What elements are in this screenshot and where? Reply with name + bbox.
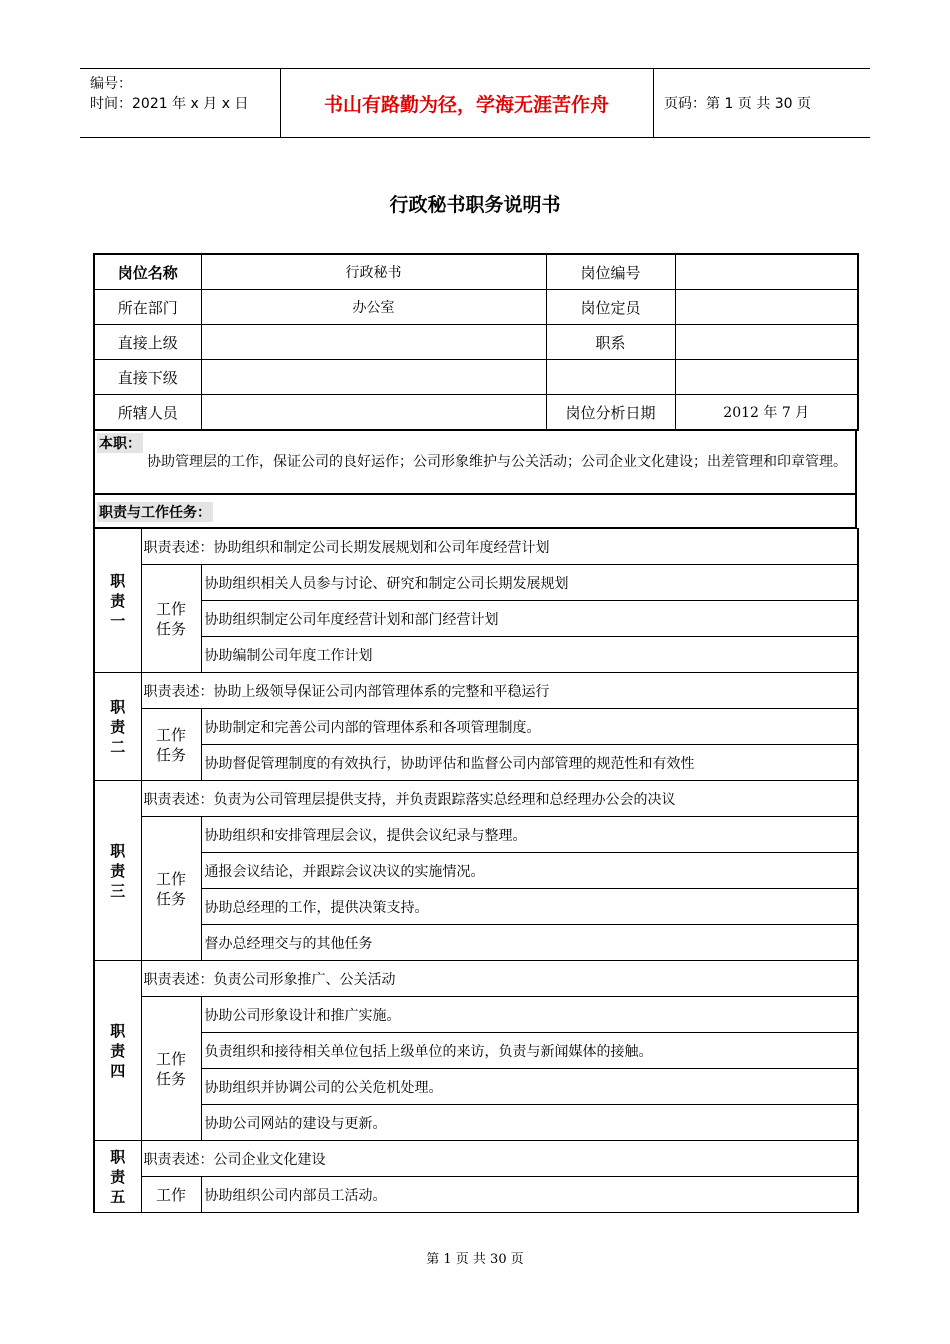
duty-row	[94, 781, 858, 817]
info-row	[94, 360, 858, 395]
duty-2-task-1: 协助制定和完善公司内部的管理体系和各项管理制度。	[201, 709, 858, 745]
task-row	[94, 601, 858, 637]
duty-3-task-4: 督办总经理交与的其他任务	[201, 925, 858, 961]
task-row	[94, 1105, 858, 1141]
blank-label	[546, 360, 675, 395]
position-name-label: 岗位名称	[94, 254, 201, 290]
task-row	[94, 709, 858, 745]
core-responsibility-section	[93, 431, 857, 495]
department-label: 所在部门	[94, 290, 201, 325]
direct-subordinate-label: 直接下级	[94, 360, 201, 395]
work-task-label: 工作 任务	[141, 997, 201, 1141]
task-row	[94, 1177, 858, 1213]
task-row	[94, 745, 858, 781]
task-row	[94, 997, 858, 1033]
header-meta	[80, 69, 281, 137]
headcount-value	[675, 290, 858, 325]
core-responsibility-text: 协助管理层的工作，保证公司的良好运作；公司形象维护与公关活动；公司企业文化建设；出差管理和印章管理。	[147, 454, 847, 470]
direct-subordinate-value	[201, 360, 546, 395]
duty-row	[94, 529, 858, 565]
duties-heading: 职责与工作任务：	[97, 502, 213, 522]
work-task-label: 工作 任务	[141, 709, 201, 781]
work-task-label: 工作	[141, 1177, 201, 1213]
analysis-date-label: 岗位分析日期	[546, 395, 675, 431]
direct-superior-value	[201, 325, 546, 360]
task-row	[94, 1033, 858, 1069]
duties-table	[93, 528, 859, 1213]
duty-row	[94, 961, 858, 997]
duty-4-label: 职 责 四	[94, 961, 141, 1141]
duty-row	[94, 673, 858, 709]
basic-info-table	[93, 253, 859, 431]
direct-superior-label: 直接上级	[94, 325, 201, 360]
department-value: 办公室	[201, 290, 546, 325]
duty-5-task-1: 协助组织公司内部员工活动。	[201, 1177, 858, 1213]
page-header	[80, 68, 870, 138]
duty-4-task-1: 协助公司形象设计和推广实施。	[201, 997, 858, 1033]
position-code-value	[675, 254, 858, 290]
number-label: 编号：	[90, 76, 132, 92]
analysis-date-value: 2012 年 7 月	[675, 395, 858, 431]
task-row	[94, 817, 858, 853]
headcount-label: 岗位定员	[546, 290, 675, 325]
duty-1-label: 职 责 一	[94, 529, 141, 673]
time-label: 时间：2021 年 x 月 x 日	[90, 96, 249, 112]
info-row	[94, 395, 858, 431]
duty-1-task-3: 协助编制公司年度工作计划	[201, 637, 858, 673]
position-code-label: 岗位编号	[546, 254, 675, 290]
blank-value	[675, 360, 858, 395]
duty-2-label: 职 责 二	[94, 673, 141, 781]
duty-row	[94, 1141, 858, 1177]
duty-3-task-1: 协助组织和安排管理层会议，提供会议纪录与整理。	[201, 817, 858, 853]
duty-4-task-3: 协助组织并协调公司的公关危机处理。	[201, 1069, 858, 1105]
duty-3-task-3: 协助总经理的工作，提供决策支持。	[201, 889, 858, 925]
job-family-value	[675, 325, 858, 360]
duty-3-description: 职责表述：负责为公司管理层提供支持，并负责跟踪落实总经理和总经理办公会的决议	[141, 781, 858, 817]
info-row	[94, 290, 858, 325]
work-task-label: 工作 任务	[141, 817, 201, 961]
info-row	[94, 254, 858, 290]
task-row	[94, 637, 858, 673]
page-indicator: 页码：第 1 页 共 30 页	[664, 96, 811, 112]
motto: 书山有路勤为径，学海无涯苦作舟	[280, 69, 654, 137]
task-row	[94, 889, 858, 925]
duty-2-description: 职责表述：协助上级领导保证公司内部管理体系的完整和平稳运行	[141, 673, 858, 709]
duty-1-description: 职责表述：协助组织和制定公司长期发展规划和公司年度经营计划	[141, 529, 858, 565]
position-name-value: 行政秘书	[201, 254, 546, 290]
task-row	[94, 853, 858, 889]
task-row	[94, 565, 858, 601]
duty-4-description: 职责表述：负责公司形象推广、公关活动	[141, 961, 858, 997]
duty-3-label: 职 责 三	[94, 781, 141, 961]
duty-5-label: 职 责 五	[94, 1141, 141, 1213]
work-task-label: 工作 任务	[141, 565, 201, 673]
duty-4-task-2: 负责组织和接待相关单位包括上级单位的来访，负责与新闻媒体的接触。	[201, 1033, 858, 1069]
staff-label: 所辖人员	[94, 395, 201, 431]
document-title: 行政秘书职务说明书	[389, 194, 561, 216]
job-family-label: 职系	[546, 325, 675, 360]
duty-1-task-1: 协助组织相关人员参与讨论、研究和制定公司长期发展规划	[201, 565, 858, 601]
page-footer: 第 1 页 共 30 页	[426, 1252, 524, 1267]
task-row	[94, 1069, 858, 1105]
job-description-form	[93, 253, 857, 1213]
duty-3-task-2: 通报会议结论，并跟踪会议决议的实施情况。	[201, 853, 858, 889]
duty-2-task-2: 协助督促管理制度的有效执行，协助评估和监督公司内部管理的规范性和有效性	[201, 745, 858, 781]
duties-section-header	[93, 495, 857, 528]
duty-5-description: 职责表述：公司企业文化建设	[141, 1141, 858, 1177]
core-responsibility-heading: 本职：	[97, 433, 143, 453]
staff-value	[201, 395, 546, 431]
duty-4-task-4: 协助公司网站的建设与更新。	[201, 1105, 858, 1141]
info-row	[94, 325, 858, 360]
task-row	[94, 925, 858, 961]
duty-1-task-2: 协助组织制定公司年度经营计划和部门经营计划	[201, 601, 858, 637]
